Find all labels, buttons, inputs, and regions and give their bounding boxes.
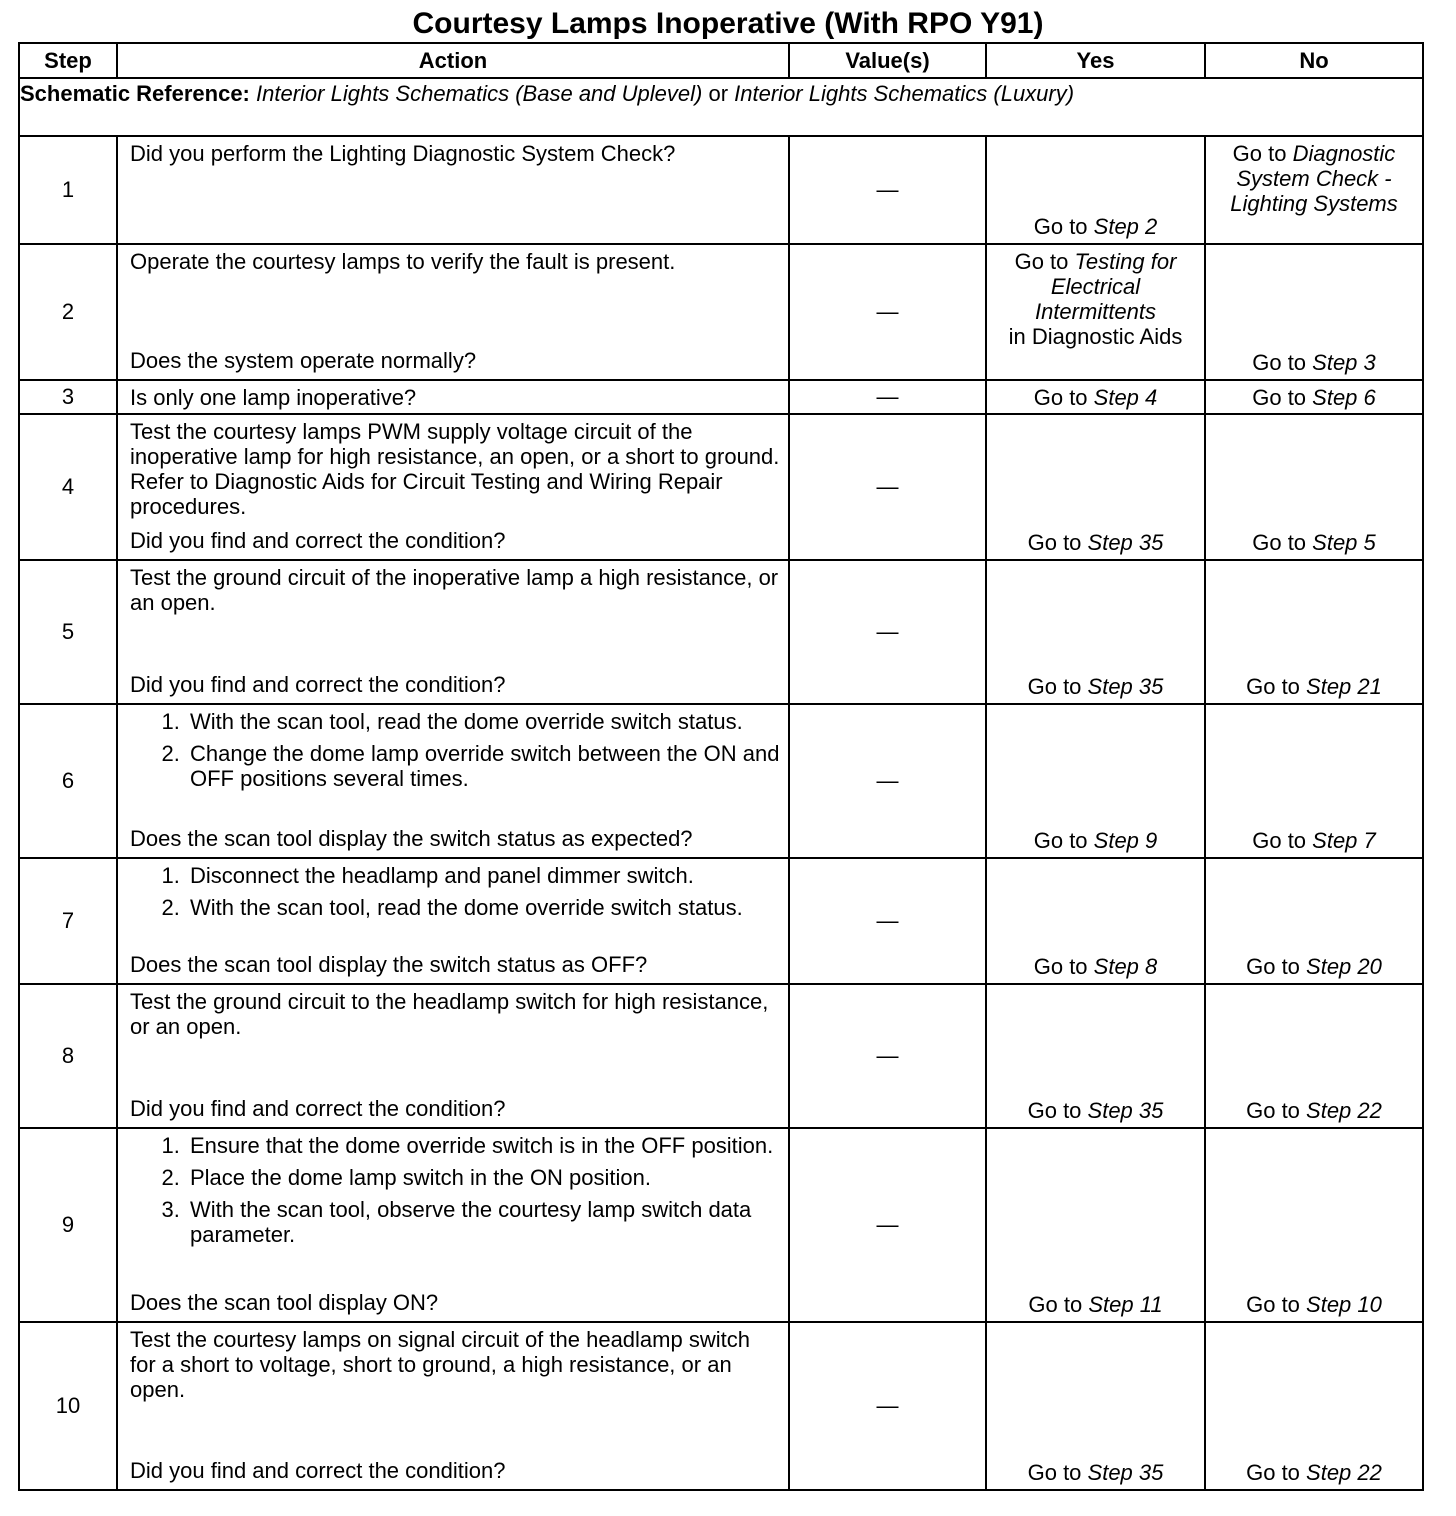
action-text: [130, 1133, 780, 1254]
page-title: Courtesy Lamps Inoperative (With RPO Y91): [412, 7, 1044, 40]
action-paragraph: Test the ground circuit to the headlamp switch for high resistance, or an open.: [130, 989, 769, 1039]
no-goto-link[interactable]: Go to Step 6: [1252, 384, 1376, 410]
yes-goto-link[interactable]: Go to Step 35: [1027, 530, 1164, 555]
action-text: [130, 1327, 780, 1409]
step-number: 9: [19, 1128, 117, 1322]
table-row: [19, 560, 1423, 704]
yes-goto-link[interactable]: Go to Step 9: [1033, 828, 1158, 853]
no-cell: [1205, 1322, 1423, 1490]
step-number: 3: [19, 380, 117, 414]
yes-content: [987, 561, 1204, 703]
action-step: 1. Ensure that the dome override switch is in the OFF position.: [186, 1133, 780, 1158]
header-step: Step: [19, 43, 117, 78]
yes-goto-link[interactable]: Go to Step 35: [1027, 1098, 1164, 1123]
header-values: Value(s): [789, 43, 986, 78]
no-content: [1206, 137, 1422, 243]
step-number: 5: [19, 560, 117, 704]
yes-content: [987, 859, 1204, 983]
action-question: Did you find and correct the condition?: [130, 528, 506, 553]
no-cell: [1205, 560, 1423, 704]
value-cell: —: [789, 560, 986, 704]
action-text: [130, 863, 780, 927]
value-cell: —: [789, 858, 986, 984]
no-cell: [1205, 704, 1423, 858]
yes-goto-link[interactable]: Go to Step 35: [1027, 674, 1164, 699]
action-steps-list: [130, 1133, 780, 1247]
table-row: [19, 1322, 1423, 1490]
action-cell: [117, 1128, 789, 1322]
yes-content: [987, 705, 1204, 857]
no-content: [1206, 561, 1422, 703]
header-action: Action: [117, 43, 789, 78]
diagnostic-table: [18, 42, 1424, 1491]
yes-content: [987, 381, 1204, 413]
yes-goto-link[interactable]: Go to Step 8: [1033, 954, 1158, 979]
no-goto-link[interactable]: Go to Step 22: [1246, 1460, 1382, 1485]
step-number: 10: [19, 1322, 117, 1490]
yes-content: [987, 1129, 1204, 1321]
yes-goto-link[interactable]: Go to Step 11: [1028, 1292, 1163, 1317]
action-content: [118, 1323, 788, 1489]
no-goto-link[interactable]: Go to Step 5: [1252, 530, 1376, 555]
table-row: [19, 858, 1423, 984]
table-row: [19, 1128, 1423, 1322]
yes-goto-link[interactable]: Go to Step 35: [1027, 1460, 1164, 1485]
action-cell: [117, 858, 789, 984]
action-text: [130, 141, 780, 173]
value-cell: —: [789, 1322, 986, 1490]
yes-cell: [986, 858, 1205, 984]
action-content: [118, 1129, 788, 1321]
action-step: 1. With the scan tool, read the dome override switch status.: [186, 709, 780, 734]
no-goto-link[interactable]: Go to Step 22: [1246, 1098, 1382, 1123]
action-text: [130, 989, 780, 1046]
no-cell: [1205, 136, 1423, 244]
yes-goto-link[interactable]: Go to Step 4: [1033, 384, 1158, 410]
action-step: 2. Place the dome lamp switch in the ON position.: [186, 1165, 780, 1190]
yes-cell: [986, 704, 1205, 858]
action-paragraph: Did you perform the Lighting Diagnostic System Check?: [130, 141, 676, 166]
no-cell: [1205, 858, 1423, 984]
action-step: 3. With the scan tool, observe the courtesy lamp switch data parameter.: [186, 1197, 780, 1247]
action-cell: [117, 136, 789, 244]
step-number: 4: [19, 414, 117, 560]
schematic-ref-base-uplevel[interactable]: Interior Lights Schematics (Base and Uplevel): [256, 81, 703, 106]
value-cell: —: [789, 136, 986, 244]
no-content: [1206, 381, 1422, 413]
table-row: [19, 984, 1423, 1128]
yes-cell: [986, 984, 1205, 1128]
action-question: Did you find and correct the condition?: [130, 1458, 506, 1483]
action-question: Did you find and correct the condition?: [130, 672, 506, 697]
schematic-row: [19, 78, 1423, 136]
no-cell: [1205, 1128, 1423, 1322]
action-cell: [117, 414, 789, 560]
action-paragraph: Test the ground circuit of the inoperative lamp a high resistance, or an open.: [130, 565, 779, 615]
yes-content: [987, 245, 1204, 379]
action-cell: [117, 244, 789, 380]
action-content: [118, 245, 788, 379]
value-cell: —: [789, 1128, 986, 1322]
yes-cell: [986, 380, 1205, 414]
yes-content: [987, 1323, 1204, 1489]
action-text: [130, 419, 780, 526]
yes-content: [987, 137, 1204, 243]
value-cell: —: [789, 984, 986, 1128]
value-cell: —: [789, 704, 986, 858]
action-text: [130, 565, 780, 622]
action-paragraph: Test the courtesy lamps PWM supply voltage circuit of the inoperative lamp for high resistance, an open, or a short to ground. Refer to Diagnostic Aids for Circuit Testing and Wiring Repair procedures.: [130, 419, 780, 519]
action-steps-list: [130, 863, 780, 920]
schematic-label: Schematic Reference:: [20, 81, 250, 106]
action-question: Does the system operate normally?: [130, 348, 477, 373]
action-question: Did you find and correct the condition?: [130, 1096, 506, 1121]
no-content: [1206, 415, 1422, 559]
action-step: 2. With the scan tool, read the dome override switch status.: [186, 895, 780, 920]
action-cell: [117, 704, 789, 858]
no-goto-link[interactable]: Go to Step 21: [1246, 674, 1382, 699]
no-content: [1206, 705, 1422, 857]
action-content: [118, 415, 788, 559]
yes-content: [987, 985, 1204, 1127]
schematic-ref-luxury[interactable]: Interior Lights Schematics (Luxury): [734, 81, 1075, 106]
step-number: 2: [19, 244, 117, 380]
no-cell: [1205, 380, 1423, 414]
action-content: [118, 381, 788, 413]
step-number: 1: [19, 136, 117, 244]
no-goto-link[interactable]: Go to Step 3: [1252, 350, 1376, 375]
table-row: [19, 380, 1423, 414]
step-number: 7: [19, 858, 117, 984]
action-cell: [117, 560, 789, 704]
yes-goto-testing-link[interactable]: Go to Testing for Electrical Intermittents in Diagnostic Aids: [1008, 249, 1183, 349]
schematic-or: or: [708, 81, 729, 106]
action-question: Does the scan tool display ON?: [130, 1290, 439, 1315]
table-row: [19, 704, 1423, 858]
no-content: [1206, 245, 1422, 379]
no-goto-link[interactable]: Go to Step 20: [1246, 954, 1382, 979]
value-cell: —: [789, 244, 986, 380]
table-row: [19, 414, 1423, 560]
yes-cell: [986, 414, 1205, 560]
action-steps-list: [130, 709, 780, 791]
yes-cell: [986, 560, 1205, 704]
no-goto-link[interactable]: Go to Step 7: [1252, 828, 1376, 853]
yes-cell: [986, 244, 1205, 380]
action-content: [118, 985, 788, 1127]
action-text: [130, 385, 780, 417]
table-row: [19, 136, 1423, 244]
no-goto-diagnostic-link[interactable]: Go to Diagnostic System Check - Lighting Systems: [1230, 141, 1398, 216]
action-paragraph: Operate the courtesy lamps to verify the fault is present.: [130, 249, 676, 274]
no-content: [1206, 1323, 1422, 1489]
schematic-reference: [19, 78, 1423, 136]
action-cell: [117, 984, 789, 1128]
action-step: 1. Disconnect the headlamp and panel dimmer switch.: [186, 863, 780, 888]
action-content: [118, 859, 788, 983]
action-cell: [117, 380, 789, 414]
no-content: [1206, 985, 1422, 1127]
action-content: [118, 561, 788, 703]
action-paragraph: Test the courtesy lamps on signal circuit of the headlamp switch for a short to voltage, short to ground, a high resistance, or an open.: [130, 1327, 750, 1402]
no-cell: [1205, 414, 1423, 560]
action-content: [118, 705, 788, 857]
yes-goto-link[interactable]: Go to Step 2: [1033, 214, 1158, 239]
action-question: Does the scan tool display the switch status as expected?: [130, 826, 693, 851]
value-cell: —: [789, 380, 986, 414]
header-no: No: [1205, 43, 1423, 78]
yes-cell: [986, 1322, 1205, 1490]
action-cell: [117, 1322, 789, 1490]
value-cell: —: [789, 414, 986, 560]
yes-cell: [986, 1128, 1205, 1322]
yes-content: [987, 415, 1204, 559]
action-paragraph: Is only one lamp inoperative?: [130, 385, 417, 410]
no-content: [1206, 1129, 1422, 1321]
no-goto-link[interactable]: Go to Step 10: [1246, 1292, 1382, 1317]
step-number: 6: [19, 704, 117, 858]
header-row: [19, 43, 1423, 78]
action-text: [130, 709, 780, 798]
step-number: 8: [19, 984, 117, 1128]
no-cell: [1205, 244, 1423, 380]
table-row: [19, 244, 1423, 380]
action-content: [118, 137, 788, 243]
no-content: [1206, 859, 1422, 983]
no-cell: [1205, 984, 1423, 1128]
action-step: 2. Change the dome lamp override switch between the ON and OFF positions several times.: [186, 741, 780, 791]
yes-cell: [986, 136, 1205, 244]
action-text: [130, 249, 780, 281]
action-question: Does the scan tool display the switch status as OFF?: [130, 952, 648, 977]
header-yes: Yes: [986, 43, 1205, 78]
